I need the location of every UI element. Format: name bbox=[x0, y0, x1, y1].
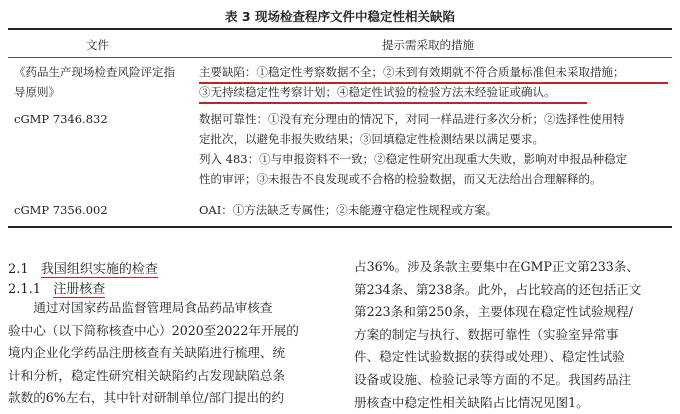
table-top-rule bbox=[8, 28, 672, 30]
table-header-rule bbox=[8, 57, 672, 58]
table-row-1-measure-line-1: 主要缺陷：①稳定性考察数据不全；②未到有效期就不符合质量标准但未采取措施； bbox=[199, 65, 625, 79]
right-paragraph bbox=[354, 256, 672, 414]
table-row-2-measure-line-3: 列入 483：①与申报资料不一致；②稳定性研究出现重大失败，影响对申报品种稳定 bbox=[199, 152, 628, 166]
table-caption: 表 3 现场检查程序文件中稳定性相关缺陷 bbox=[225, 9, 455, 24]
section-2-1-heading bbox=[8, 258, 158, 277]
left-para-line-1: 通过对国家药品监督管理局食品药品审核查 bbox=[33, 300, 273, 315]
right-para-line-1: 占36%。涉及条款主要集中在GMP正文第233条、 bbox=[354, 259, 639, 274]
left-para-line-2: 验中心（以下简称核查中心）2020至2022年开展的 bbox=[8, 322, 299, 338]
right-para-line-5: 件、稳定性试验数据的获得或处理）、稳定性试验 bbox=[354, 349, 625, 365]
table-row-2-measure-line-2: 定批次，以避免非报失败结果；③回填稳定性检测结果以满足要求。 bbox=[199, 132, 544, 146]
left-para-line-5: 款数的6%左右，其中针对研制单位/部门提出的约 bbox=[8, 390, 285, 406]
left-para-line-3: 境内企业化学药品注册核查有关缺陷进行梳理、统 bbox=[8, 345, 286, 361]
section-2-1-number: 2.1 bbox=[8, 262, 29, 277]
table-row-3-document: cGMP 7356.002 bbox=[14, 203, 108, 217]
right-para-line-2: 第234条、第238条。此外，占比较高的还包括正文 bbox=[354, 281, 642, 297]
table-row-1-document: 《药品生产现场检查风险评定指导原则》 bbox=[14, 65, 175, 99]
table-row-2-measure-line-1: 数据可靠性：①没有充分理由的情况下，对同一样品进行多次分析；②选择性使用特 bbox=[199, 112, 625, 126]
column-header-measures: 提示需采取的措施 bbox=[382, 38, 474, 52]
section-2-1-title: 我国组织实施的检查 bbox=[40, 262, 158, 277]
right-para-line-6: 设备或设施、检验记录等方面的不足。我国药品注 bbox=[354, 371, 632, 387]
right-para-line-4: 方案的制定与执行、数据可靠性（实验室异常事 bbox=[354, 326, 619, 342]
right-para-line-7: 册核查中稳定性相关缺陷占比情况见图1。 bbox=[354, 394, 589, 410]
column-header-document: 文件 bbox=[86, 38, 109, 52]
section-2-1-1-heading bbox=[8, 278, 105, 297]
table-row-3-measure-line-1: OAI：①方法缺乏专属性；②未能遵守稳定性规程或方案。 bbox=[199, 203, 498, 217]
left-para-line-4: 计和分析，稳定性研究相关缺陷约占发现缺陷总条 bbox=[8, 367, 286, 383]
table-row-2-document: cGMP 7346.832 bbox=[14, 112, 108, 126]
right-para-line-3: 第223条和第250条，主要体现在稳定性试验规程/ bbox=[354, 304, 634, 320]
red-underline-2 bbox=[199, 102, 587, 104]
left-paragraph bbox=[8, 297, 336, 410]
section-2-1-1-title: 注册核查 bbox=[53, 282, 106, 297]
red-underline-1 bbox=[199, 82, 668, 84]
section-2-1-1-number: 2.1.1 bbox=[8, 282, 42, 297]
table-row-2-measure-line-4: 性的审评；③未报告不良发现或不合格的检验数据，而又无法给出合理解释的。 bbox=[199, 172, 602, 186]
table-row-1-measure-line-2: ③无持续稳定性考察计划；④稳定性试验的检验方法未经验证或确认。 bbox=[199, 85, 556, 99]
table-bottom-rule bbox=[8, 226, 672, 228]
